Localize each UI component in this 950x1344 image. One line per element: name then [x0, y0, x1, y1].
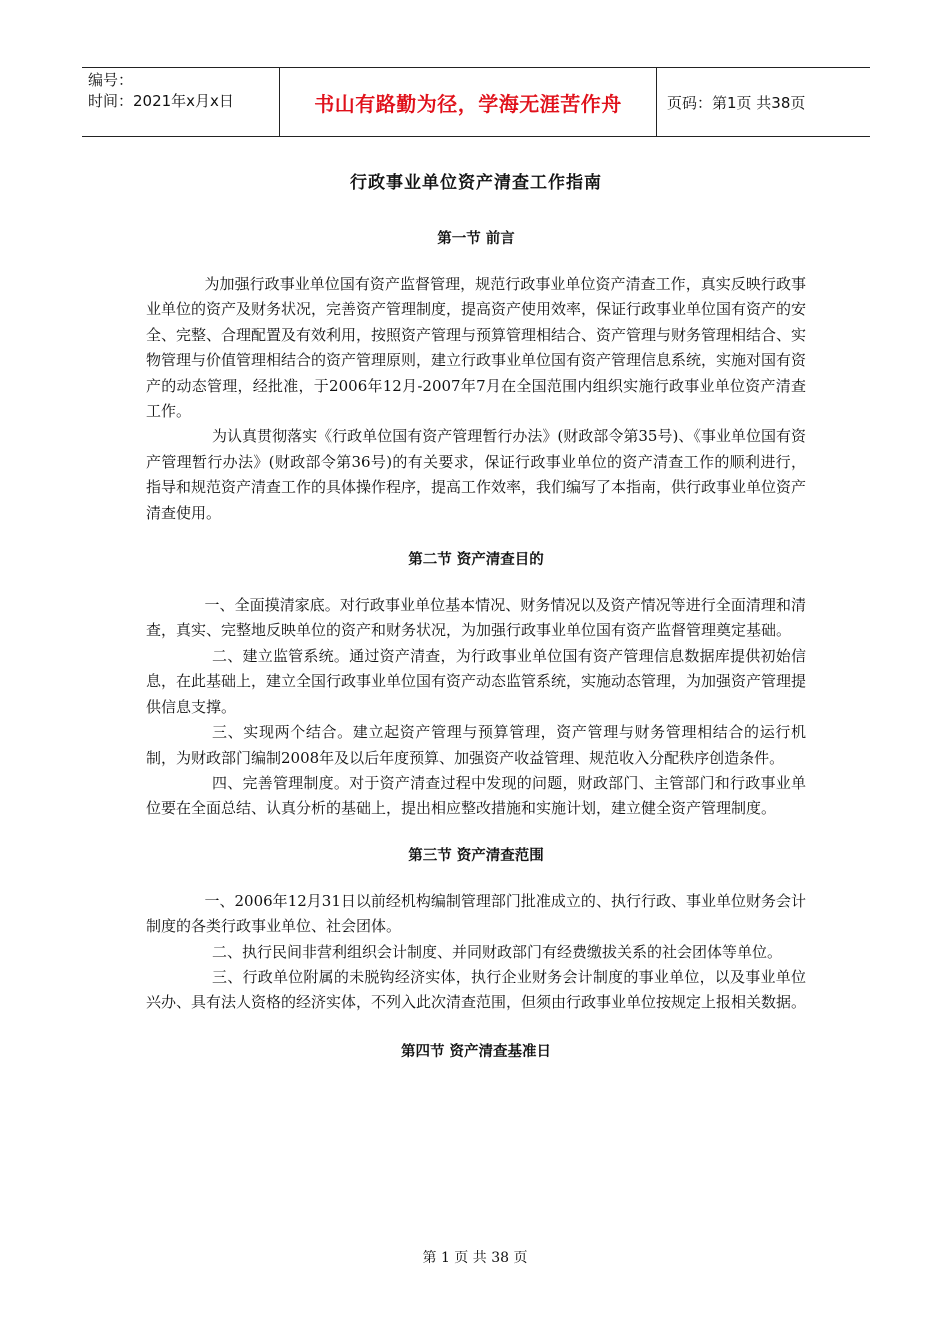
paragraph: 三、行政单位附属的未脱钩经济实体，执行企业财务会计制度的事业单位，以及事业单位兴办、具有法人资格的经济实体，不列入此次清查范围，但须由行政事业单位按规定上报相关数据。	[146, 967, 807, 1012]
section-title: 第四节 资产清查基准日	[400, 1043, 552, 1060]
motto-text: 书山有路勤为径，学海无涯苦作舟	[314, 91, 622, 116]
section-purpose	[146, 548, 806, 822]
paragraph: 三、实现两个结合。建立起资产管理与预算管理，资产管理与财务管理相结合的运行机制，为财政部门编制2008年及以后年度预算、加强资产收益管理、规范收入分配秩序创造条件。	[146, 723, 806, 767]
document-title: 行政事业单位资产清查工作指南	[350, 173, 602, 193]
document-number-label: 编号：	[88, 71, 134, 89]
header-meta-cell	[82, 68, 280, 136]
paragraph: 一、2006年12月31日以前经机构编制管理部门批准成立的、执行行政、事业单位财务会计制度的各类行政事业单位、社会团体。	[146, 891, 806, 936]
paragraph: 二、建立监管系统。通过资产清查，为行政事业单位国有资产管理信息数据库提供初始信息，在此基础上，建立全国行政事业单位国有资产动态监管系统，实施动态管理，为加强资产管理提供信息支撑。	[146, 646, 807, 716]
paragraph: 为认真贯彻落实《行政单位国有资产管理暂行办法》(财政部令第35号)、《事业单位国有资产管理暂行办法》(财政部令第36号)的有关要求，保证行政事业单位的资产清查工作的顺利进行，指导和规范资产清查工作的具体操作程序，提高工作效率，我们编写了本指南，供行政事业单位资产清查使用。	[146, 427, 807, 522]
section-baseline-date	[146, 1040, 806, 1061]
page-info: 页码：第1页 共38页	[667, 93, 806, 112]
document-body	[146, 168, 806, 1085]
paragraph: 四、完善管理制度。对于资产清查过程中发现的问题，财政部门、主管部门和行政事业单位要在全面总结、认真分析的基础上，提出相应整改措施和实施计划，建立健全资产管理制度。	[146, 773, 806, 818]
section-title: 第一节 前言	[437, 231, 515, 247]
paragraph: 一、全面摸清家底。对行政事业单位基本情况、财务情况以及资产情况等进行全面清理和清查，真实、完整地反映单位的资产和财务状况，为加强行政事业单位国有资产监督管理奠定基础。	[146, 596, 806, 640]
section-scope	[146, 844, 806, 1016]
page-footer: 第 1 页 共 38 页	[422, 1250, 528, 1266]
header-motto-cell	[280, 68, 657, 136]
paragraph: 为加强行政事业单位国有资产监督管理，规范行政事业单位资产清查工作，真实反映行政事业单位的资产及财务状况，完善资产管理制度，提高资产使用效率，保证行政事业单位国有资产的安全、完整、合理配置及有效利用，按照资产管理与预算管理相结合、资产管理与财务管理相结合、实物管理与价值管理相结合的资产管理原则，建立行政事业单位国有资产管理信息系统，实施对国有资产的动态管理，经批准，于2006年12月-2007年7月在全国范围内组织实施行政事业单位资产清查工作。	[146, 275, 807, 421]
header-page-cell	[657, 68, 870, 136]
section-preface	[146, 227, 806, 526]
section-title: 第三节 资产清查范围	[408, 847, 544, 864]
header-table	[82, 67, 870, 137]
document-time-label: 时间：2021年x月x日	[88, 92, 234, 110]
paragraph: 二、执行民间非营利组织会计制度、并同财政部门有经费缴拔关系的社会团体等单位。	[212, 942, 783, 961]
section-title: 第二节 资产清查目的	[408, 552, 544, 569]
